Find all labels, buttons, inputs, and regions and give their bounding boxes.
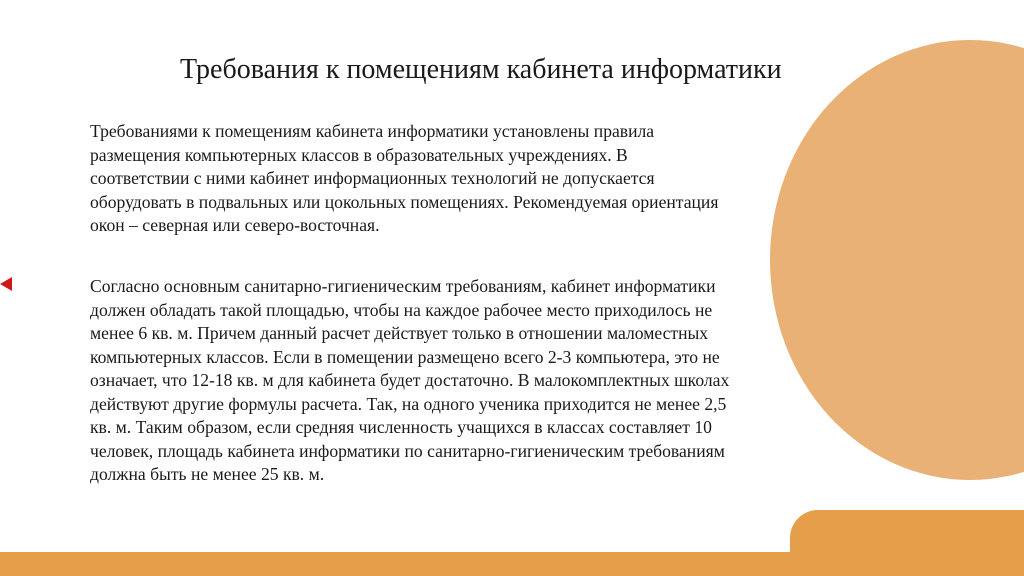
bottom-accent-tab <box>790 510 1024 576</box>
slide-title: Требования к помещениям кабинета информатики <box>180 54 782 85</box>
previous-slide-arrow-icon[interactable] <box>0 277 12 291</box>
body-paragraph-1: Требованиями к помещениям кабинета информатики установлены правила размещения компьютерных классов в образовательных учреждениях. В соответствии с ними кабинет информационных технологий не допускается оборудовать в подвальных или цокольных помещениях. Рекомендуемая ориентация окон – северная или северо-восточная. <box>90 121 719 235</box>
body-paragraph-2: Согласно основным санитарно-гигиеническим требованиям, кабинет информатики должен обладать такой площадью, чтобы на каждое рабочее место приходилось не менее 6 кв. м. Причем данный расчет действует только в отношении маломестных компьютерных классов. Если в помещении размещено всего 2-3 компьютера, это не означает, что 12-18 кв. м для кабинета будет достаточно. В малокомплектных школах действуют другие формулы расчета. Так, на одного ученика приходится не менее 2,5 кв. м. Таким образом, если средняя численность учащихся в классах составляет 10 человек, площадь кабинета информатики по санитарно-гигиеническим требованиям должна быть не менее 25 кв. м. <box>90 276 730 484</box>
decorative-circle <box>770 40 1024 480</box>
